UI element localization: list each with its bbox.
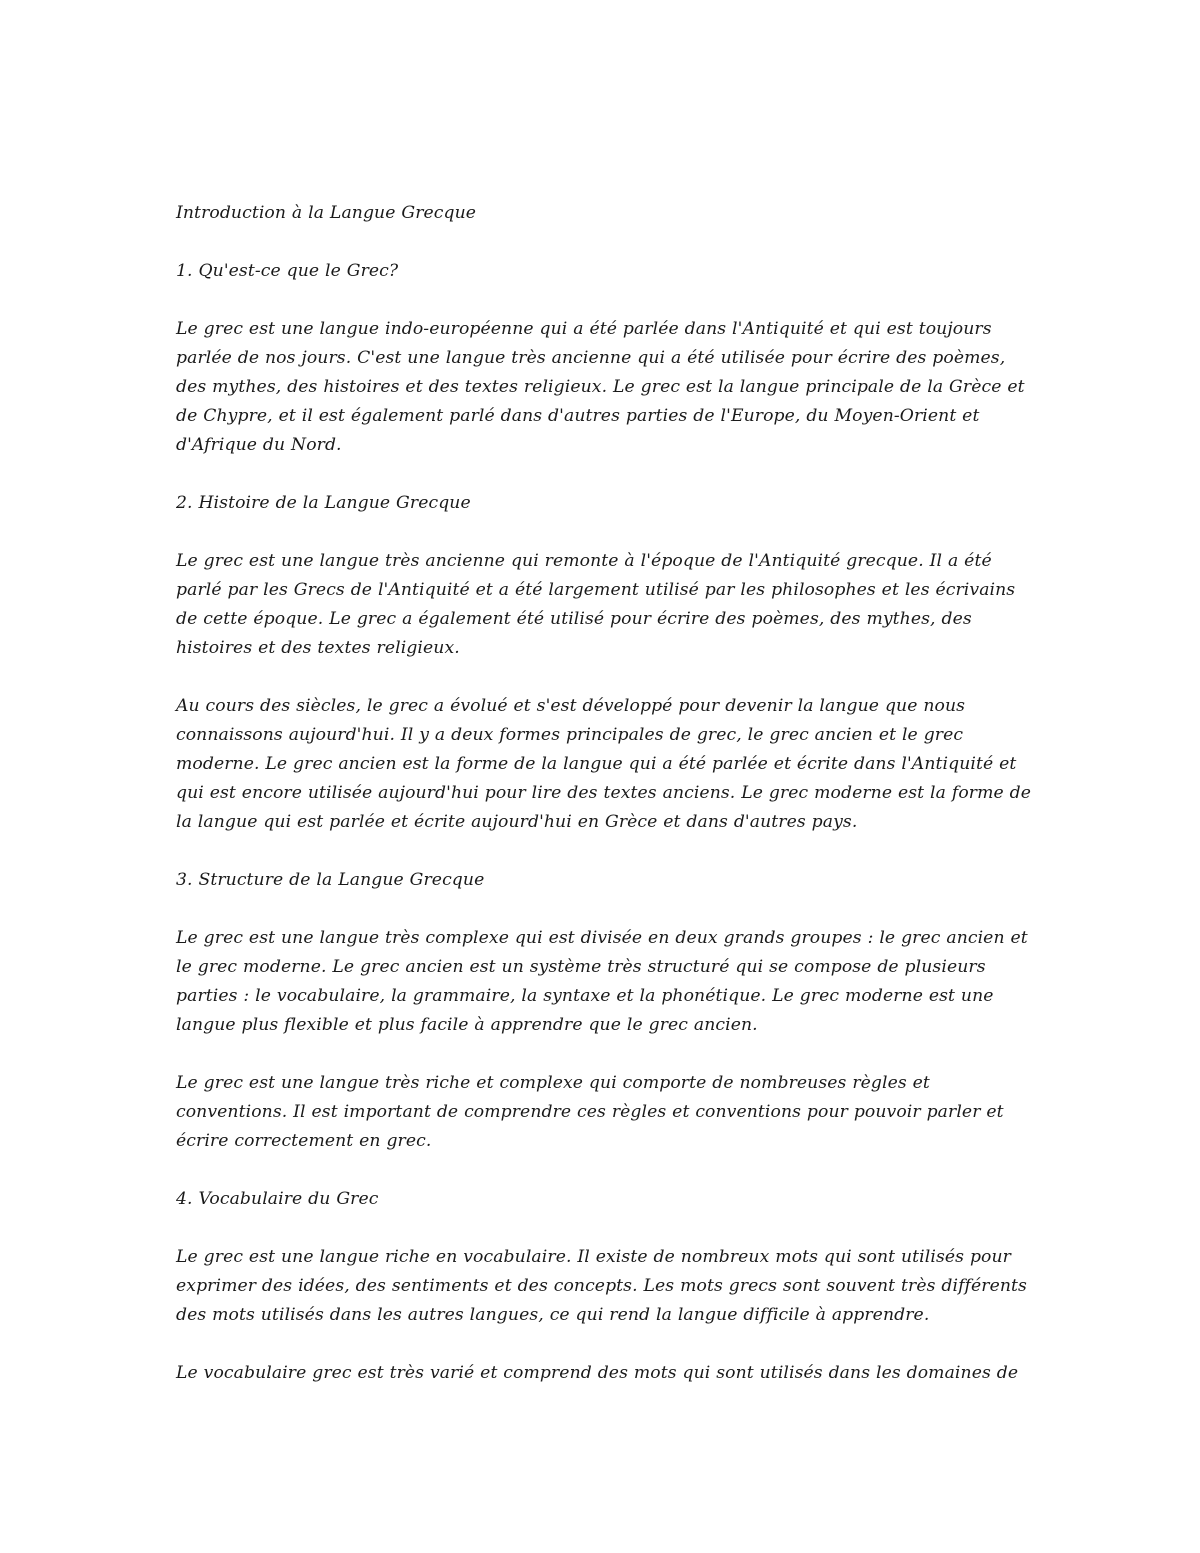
section-heading-1: 1. Qu'est-ce que le Grec?	[176, 261, 399, 281]
section-heading-3: 3. Structure de la Langue Grecque	[176, 870, 485, 890]
section-2-paragraph-2: Au cours des siècles, le grec a évolué et s'est développé pour devenir la langue que nous connaissons aujourd'hui. Il y a deux formes principales de grec, le grec ancien et le grec moderne. Le grec ancien est la forme de la langue qui a été parlée et écrite dans l'Antiquité et qui est encore utilisée aujourd'hui pour lire des textes anciens. Le grec moderne est la forme de la langue qui est parlée et écrite aujourd'hui en Grèce et dans d'autres pays.	[176, 696, 1031, 832]
document-title: Introduction à la Langue Grecque	[176, 203, 477, 223]
document-page	[176, 199, 1036, 1388]
section-4-paragraph-1: Le grec est une langue riche en vocabulaire. Il existe de nombreux mots qui sont utilisés pour exprimer des idées, des sentiments et des concepts. Les mots grecs sont souvent très différents des mots utilisés dans les autres langues, ce qui rend la langue difficile à apprendre.	[176, 1247, 1027, 1325]
section-3-paragraph-2: Le grec est une langue très riche et complexe qui comporte de nombreuses règles et conventions. Il est important de comprendre ces règles et conventions pour pouvoir parler et écrire correctement en grec.	[176, 1073, 1004, 1151]
section-3-paragraph-1: Le grec est une langue très complexe qui est divisée en deux grands groupes : le grec ancien et le grec moderne. Le grec ancien est un système très structuré qui se compose de plusieurs parties : le vocabulaire, la grammaire, la syntaxe et la phonétique. Le grec moderne est une langue plus flexible et plus facile à apprendre que le grec ancien.	[176, 928, 1028, 1035]
section-1-paragraph-1: Le grec est une langue indo-européenne qui a été parlée dans l'Antiquité et qui est toujours parlée de nos jours. C'est une langue très ancienne qui a été utilisée pour écrire des poèmes, des mythes, des histoires et des textes religieux. Le grec est la langue principale de la Grèce et de Chypre, et il est également parlé dans d'autres parties de l'Europe, du Moyen-Orient et d'Afrique du Nord.	[176, 319, 1025, 455]
section-4-paragraph-2: Le vocabulaire grec est très varié et comprend des mots qui sont utilisés dans les domaines de	[176, 1363, 1019, 1383]
section-heading-2: 2. Histoire de la Langue Grecque	[176, 493, 471, 513]
section-heading-4: 4. Vocabulaire du Grec	[176, 1189, 379, 1209]
section-2-paragraph-1: Le grec est une langue très ancienne qui remonte à l'époque de l'Antiquité grecque. Il a été parlé par les Grecs de l'Antiquité et a été largement utilisé par les philosophes et les écrivains de cette époque. Le grec a également été utilisé pour écrire des poèmes, des mythes, des histoires et des textes religieux.	[176, 551, 1016, 658]
